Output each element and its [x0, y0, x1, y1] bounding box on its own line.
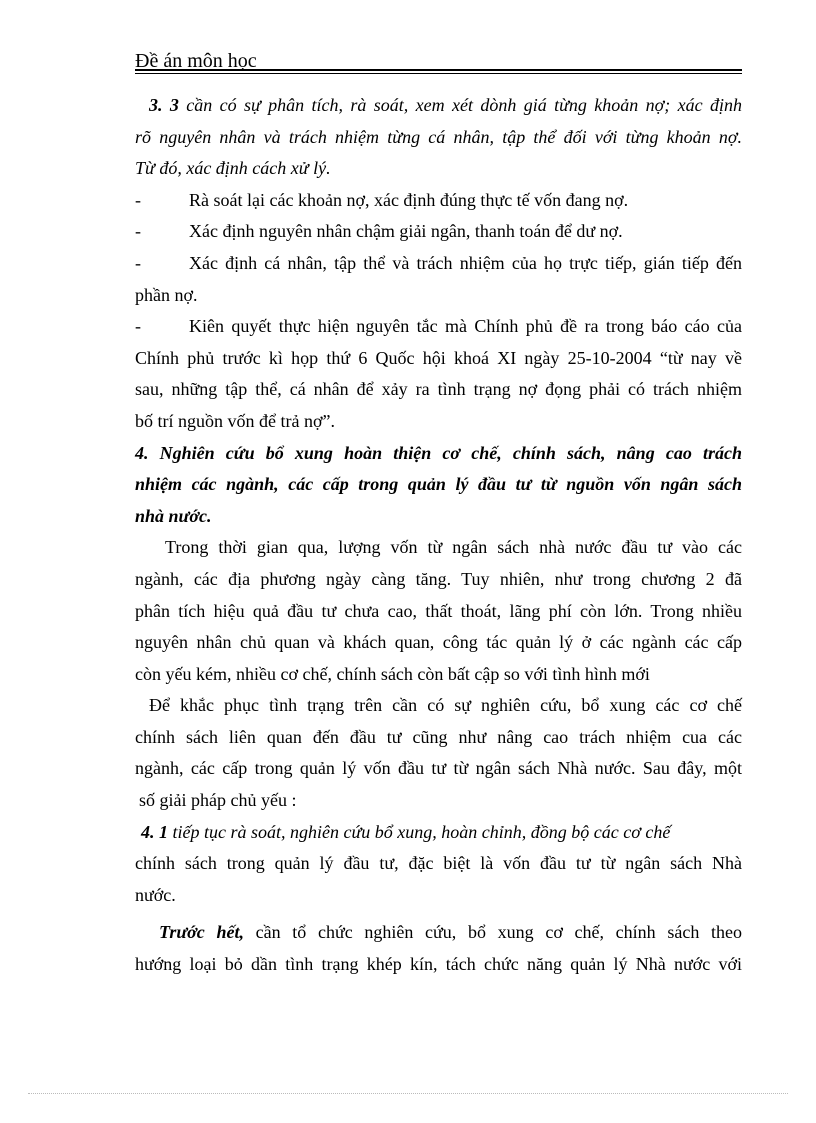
section-number-3-3: 3. 3	[149, 95, 179, 115]
bullet-dash: -	[135, 316, 141, 337]
para-time-line-2: ngành, các địa phương ngày càng tăng. Tuy nhiên, như trong chương 2 đã	[135, 568, 742, 589]
bullet-item-3: - Xác định cá nhân, tập thể và trách nhiệm của họ trực tiếp, gián tiếp đến	[135, 248, 742, 280]
bullet-dash: -	[135, 189, 141, 210]
lead-phrase: Trước hết,	[159, 922, 244, 943]
header-title: Đề án môn học	[135, 50, 257, 72]
para-fix-line-1: Để khắc phục tình trạng trên cần có sự nghiên cứu, bổ xung các cơ chế	[149, 695, 742, 716]
para-time-line-5: còn yếu kém, nhiều cơ chế, chính sách còn bất cập so với tình hình mới	[135, 663, 650, 684]
para-fix-line-3: ngành, các cấp trong quản lý vốn đầu tư từ ngân sách Nhà nước. Sau đây, một	[135, 758, 742, 779]
page-bottom-border	[28, 1093, 788, 1094]
bullet-item-4-cont-2: sau, những tập thể, cá nhân để xảy ra tình trạng nợ đọng phải có trách nhiệm	[135, 379, 742, 400]
para-time-line-1: Trong thời gian qua, lượng vốn từ ngân sách nhà nước đầu tư vào các	[165, 537, 742, 558]
bullet-dash: -	[135, 221, 141, 242]
para-time-line-3: phân tích hiệu quả đầu tư chưa cao, thất thoát, lãng phí còn lớn. Trong nhiều	[135, 600, 742, 621]
bullet-item-4-cont-3: bố trí nguồn vốn để trả nợ”.	[135, 410, 335, 431]
document-body	[135, 90, 742, 981]
para-3-3-line-1: 3. 3 cần có sự phân tích, rà soát, xem xét dònh giá từng khoản nợ; xác định	[149, 95, 742, 115]
bullet-item-4: - Kiên quyết thực hiện nguyên tắc mà Chính phủ đề ra trong báo cáo của	[135, 311, 742, 343]
para-time-line-4: nguyên nhân chủ quan và khách quan, công tác quản lý ở các ngành các cấp	[135, 632, 742, 653]
section-number-4-1: 4. 1	[141, 821, 168, 842]
section-heading-4-line-2: nhiệm các ngành, các cấp trong quản lý đầu tư từ nguồn vốn ngân sách	[135, 474, 742, 495]
bullet-item-2: - Xác định nguyên nhân chậm giải ngân, thanh toán để dư nợ.	[135, 216, 742, 248]
section-heading-4-line-1: 4. Nghiên cứu bổ xung hoàn thiện cơ chế, chính sách, nâng cao trách	[135, 442, 742, 463]
header-rule-thin	[135, 73, 742, 74]
page-header	[135, 49, 742, 73]
header-rule-thick	[135, 69, 742, 71]
bullet-item-3-cont: phần nợ.	[135, 284, 198, 305]
para-4-1-line-1: 4. 1 tiếp tục rà soát, nghiên cứu bổ xung, hoàn chỉnh, đồng bộ các cơ chế	[141, 821, 671, 842]
para-first-line-1: Trước hết, cần tổ chức nghiên cứu, bổ xung cơ chế, chính sách theo	[159, 922, 743, 943]
para-4-1-line-3: nước.	[135, 884, 176, 905]
bullet-item-1: - Rà soát lại các khoản nợ, xác định đúng thực tế vốn đang nợ.	[135, 185, 742, 217]
para-3-3-line-2: rõ nguyên nhân và trách nhiệm từng cá nhân, tập thể đối với từng khoản nợ.	[135, 126, 742, 147]
bullet-item-4-cont-1: Chính phủ trước kì họp thứ 6 Quốc hội khoá XI ngày 25-10-2004 “từ nay về	[135, 347, 742, 368]
section-heading-4-line-3: nhà nước.	[135, 505, 212, 526]
para-first-line-2: hướng loại bỏ dần tình trạng khép kín, tách chức năng quản lý Nhà nước với	[135, 954, 742, 975]
para-fix-line-4: số giải pháp chủ yếu :	[139, 790, 297, 811]
para-fix-line-2: chính sách liên quan đến đầu tư cũng như nâng cao trách nhiệm cua các	[135, 726, 742, 747]
para-4-1-line-2: chính sách trong quản lý đầu tư, đặc biệt là vốn đầu tư từ ngân sách Nhà	[135, 853, 742, 874]
bullet-dash: -	[135, 252, 141, 273]
para-3-3-line-3: Từ đó, xác định cách xử lý.	[135, 158, 331, 179]
